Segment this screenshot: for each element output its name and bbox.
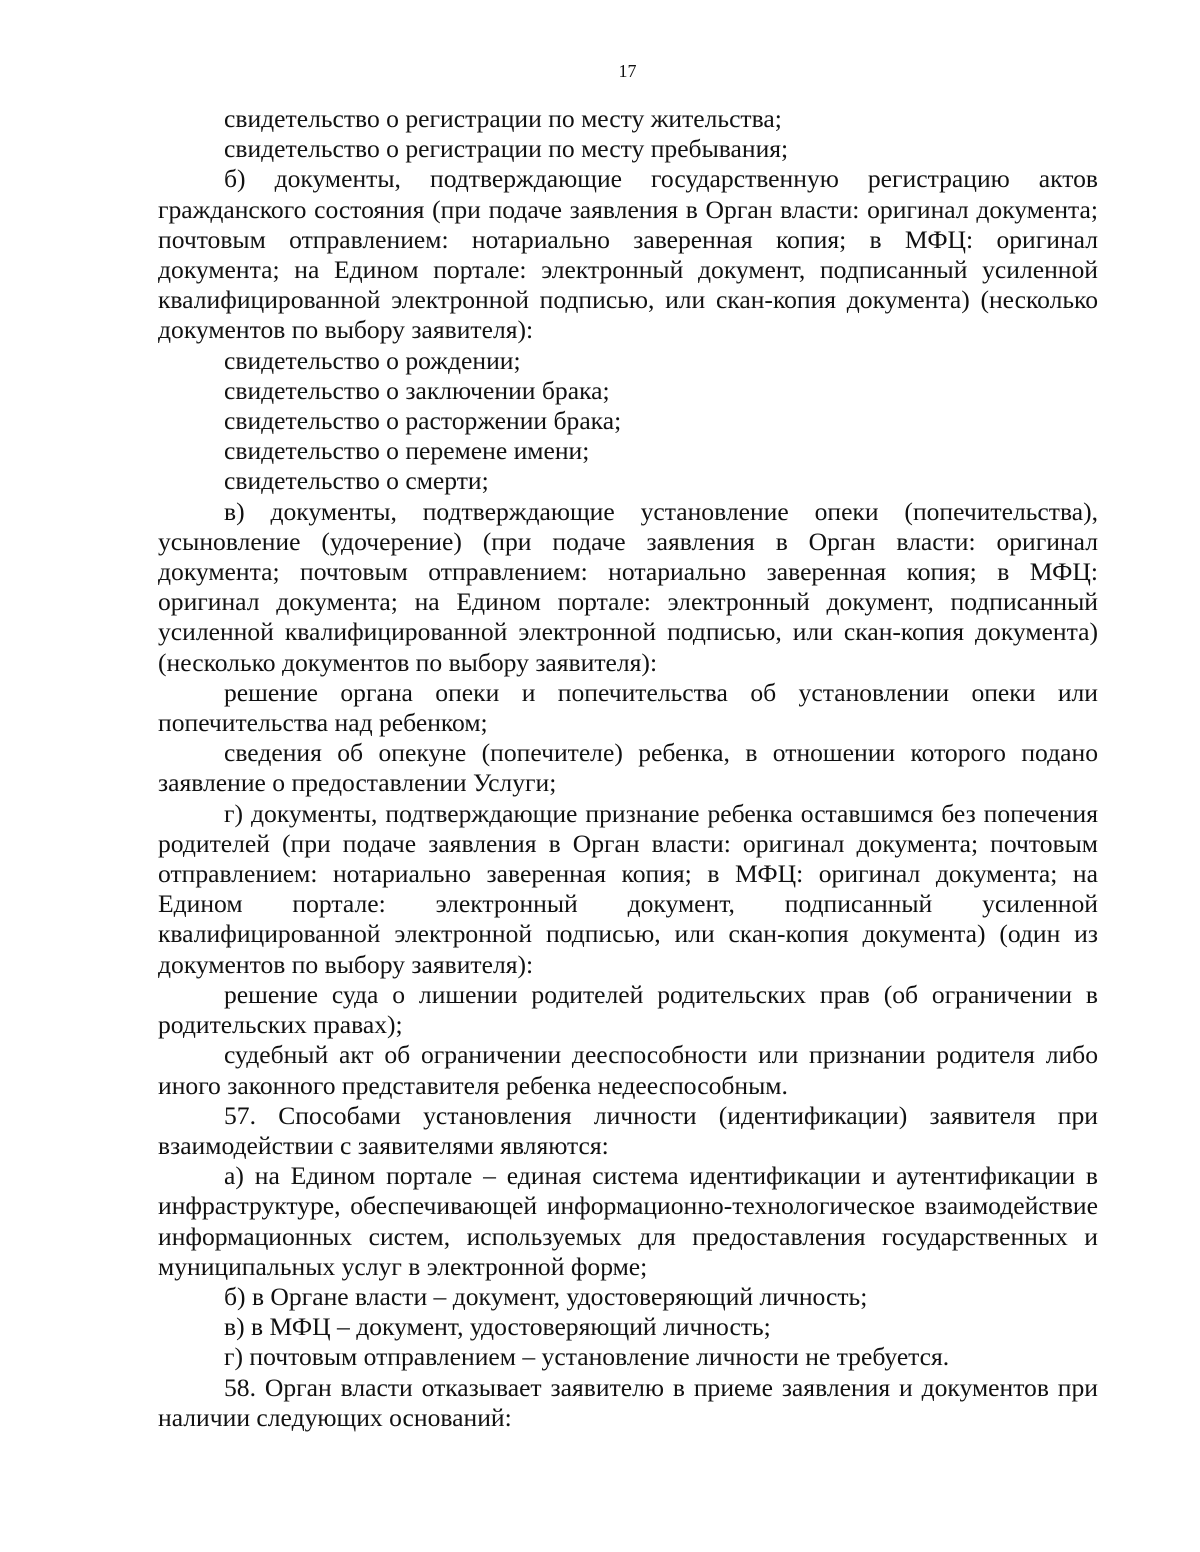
paragraph-stay-registration: свидетельство о регистрации по месту пребывания; — [224, 134, 789, 164]
paragraph-guardianship-decision: решение органа опеки и попечительства об установлении опеки или попечительства над ребенком; — [158, 677, 1098, 738]
paragraph-section-57-identification: 57. Способами установления личности (идентификации) заявителя при взаимодействии с заявителями являются: — [158, 1100, 1098, 1160]
page-number: 17 — [618, 61, 637, 81]
paragraph-residence-registration: свидетельство о регистрации по месту жительства; — [224, 104, 782, 133]
paragraph-death-certificate: свидетельство о смерти; — [224, 466, 489, 496]
paragraph-item-g-postal: г) почтовым отправлением – установление личности не требуется. — [224, 1342, 950, 1372]
paragraph-item-v-mfc: в) в МФЦ – документ, удостоверяющий личность; — [224, 1312, 771, 1342]
paragraph-guardian-information: сведения об опекуне (попечителе) ребенка, в отношении которого подано заявление о предоставлении Услуги; — [158, 738, 1098, 798]
paragraph-item-b-authority: б) в Органе власти – документ, удостоверяющий личность; — [224, 1281, 868, 1311]
paragraph-birth-certificate: свидетельство о рождении; — [224, 345, 521, 375]
paragraph-item-v-guardianship-documents: в) документы, подтверждающие установление опеки (попечительства), усыновление (удочерение) (при подаче заявления в Орган власти: оригинал документа; почтовым отправлением: нотариально заверенная копия; в МФЦ: оригинал документа; на Едином портале: электронный документ, подписанный усиленной квалифицированной электронной подписью, или скан-копия документа) (несколько документов по выбору заявителя): — [158, 496, 1098, 677]
paragraph-name-change-certificate: свидетельство о перемене имени; — [224, 436, 590, 466]
paragraph-item-g-parental-care-documents: г) документы, подтверждающие признание ребенка оставшимся без попечения родителей (при подаче заявления в Орган власти: оригинал документа; почтовым отправлением: нотариально заверенная копия; в МФЦ: оригинал документа; на Едином портале: электронный документ, подписанный усиленной квалифицированной электронной подписью, или скан-копия документа) (один из документов по выбору заявителя): — [158, 798, 1098, 979]
paragraph-item-a-unified-portal: а) на Едином портале – единая система идентификации и аутентификации в инфраструктуре, обеспечивающей информационно-технологическое взаимодействие информационных систем, используемых для предоставления государственных и муниципальных услуг в электронной форме; — [158, 1161, 1098, 1281]
paragraph-marriage-certificate: свидетельство о заключении брака; — [224, 375, 610, 405]
document-body — [158, 104, 1098, 1433]
paragraph-divorce-certificate: свидетельство о расторжении брака; — [224, 406, 622, 436]
paragraph-section-58-refusal: 58. Орган власти отказывает заявителю в приеме заявления и документов при наличии следующих оснований: — [158, 1372, 1098, 1432]
paragraph-court-decision-parental-rights: решение суда о лишении родителей родительских прав (об ограничении в родительских правах); — [158, 979, 1098, 1040]
paragraph-judicial-act-incapacity: судебный акт об ограничении дееспособности или признании родителя либо иного законного представителя ребенка недееспособным. — [158, 1040, 1098, 1100]
paragraph-item-b-civil-status-documents: б) документы, подтверждающие государственную регистрацию актов гражданского состояния (при подаче заявления в Орган власти: оригинал документа; почтовым отправлением: нотариально заверенная копия; в МФЦ: оригинал документа; на Едином портале: электронный документ, подписанный усиленной квалифицированной электронной подписью, или скан-копия документа) (несколько документов по выбору заявителя): — [158, 164, 1098, 345]
